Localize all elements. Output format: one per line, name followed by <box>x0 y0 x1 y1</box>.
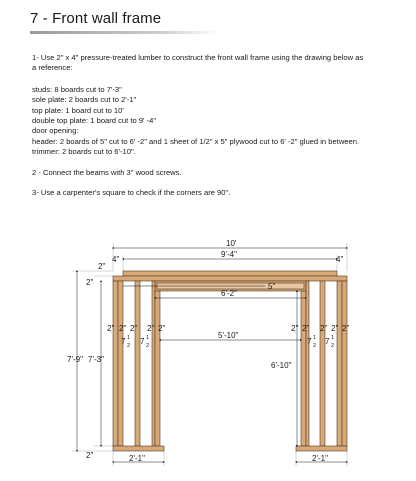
dim-top-gap: 2" <box>98 262 106 271</box>
dim-plate-height: 2" <box>86 278 94 287</box>
stud-left-1 <box>113 281 118 446</box>
top-plate <box>113 276 347 281</box>
svg-text:1: 1 <box>127 335 131 341</box>
dim-bottom-plate: 2" <box>86 451 94 460</box>
double-top-plate-line: double top plate: 1 board cut to 9' -4" <box>32 116 157 126</box>
svg-text:1: 1 <box>313 335 317 341</box>
dim-top-plate-inner: 9'-4" <box>221 250 237 259</box>
stud-thickness-label: 2" <box>130 324 138 333</box>
dim-opening-width: 5'-10" <box>218 331 239 340</box>
stud-left-4 <box>152 281 155 446</box>
stud-left-3 <box>135 281 140 446</box>
door-opening-line: door opening: <box>32 126 79 136</box>
step2-line: 2 - Connect the beams with 3" wood screws. <box>32 167 182 177</box>
svg-text:2: 2 <box>127 343 131 349</box>
sole-plate-right <box>296 446 347 451</box>
svg-text:2: 2 <box>146 343 150 349</box>
dim-total-width: 10' <box>226 239 237 248</box>
stud-thickness-label: 2" <box>107 324 115 333</box>
dim-left-sole: 2'-1" <box>129 454 145 463</box>
stud-thickness-label: 2" <box>291 324 299 333</box>
svg-text:7: 7 <box>121 337 126 346</box>
dim-left-offset: 4" <box>112 255 120 264</box>
stud-thickness-label: 2" <box>119 324 127 333</box>
svg-text:7: 7 <box>325 337 330 346</box>
dim-total-height: 7'-9" <box>67 355 83 364</box>
stud-right-3 <box>337 281 342 446</box>
svg-text:7: 7 <box>140 337 145 346</box>
header-line: header: 2 boards of 5" cut to 6' -2" and 1 sheet of 1/2" x 5" plywood cut to 6' -2" glued in between. <box>32 136 360 146</box>
dim-door-width: 6'-2" <box>221 289 237 298</box>
stud-spacing-label-left-b <box>140 335 149 349</box>
stud-thickness-label: 2" <box>331 324 339 333</box>
step1-line2: a reference: <box>32 63 73 73</box>
double-top-plate <box>123 271 337 276</box>
svg-text:1: 1 <box>331 335 335 341</box>
top-plate-line: top plate: 1 board cut to 10' <box>32 105 124 115</box>
dim-header-height: 5" <box>268 282 276 291</box>
stud-thickness-label: 2" <box>158 324 166 333</box>
stud-spacing-label-right-b <box>325 335 334 349</box>
studs-line: studs: 8 boards cut to 7'-3" <box>32 84 122 94</box>
stud-thickness-label: 2" <box>320 324 328 333</box>
svg-text:7: 7 <box>307 337 312 346</box>
page-title: 7 - Front wall frame <box>30 10 162 27</box>
dim-trimmer-height: 6'-10" <box>271 361 292 370</box>
trimmer-right <box>301 291 306 446</box>
dim-right-sole: 2'-1" <box>312 454 328 463</box>
stud-thickness-label: 2" <box>302 324 310 333</box>
step3-line: 3- Use a carpenter's square to check if the corners are 90". <box>32 188 231 198</box>
stud-thickness-label: 2" <box>147 324 155 333</box>
trimmer-line: trimmer: 2 boards cut to 6'-10". <box>32 147 136 157</box>
stud-left-2 <box>118 281 123 446</box>
dim-stud-height: 7'-3" <box>88 355 104 364</box>
stud-right-1 <box>306 281 309 446</box>
svg-text:1: 1 <box>146 335 150 341</box>
svg-text:2: 2 <box>331 343 335 349</box>
trimmer-left <box>155 291 160 446</box>
stud-right-4 <box>342 281 350 446</box>
stud-thickness-label: 2" <box>342 324 350 333</box>
dim-right-offset: 4" <box>336 255 344 264</box>
sole-plate-line: sole plate: 2 boards cut to 2'-1" <box>32 95 137 105</box>
stud-right-2 <box>320 281 328 446</box>
step1-line1: 1- Use 2" x 4" pressure-treated lumber to construct the front wall frame using the drawing below as <box>32 53 364 62</box>
sole-plate-left <box>113 446 164 451</box>
svg-text:2: 2 <box>313 343 317 349</box>
